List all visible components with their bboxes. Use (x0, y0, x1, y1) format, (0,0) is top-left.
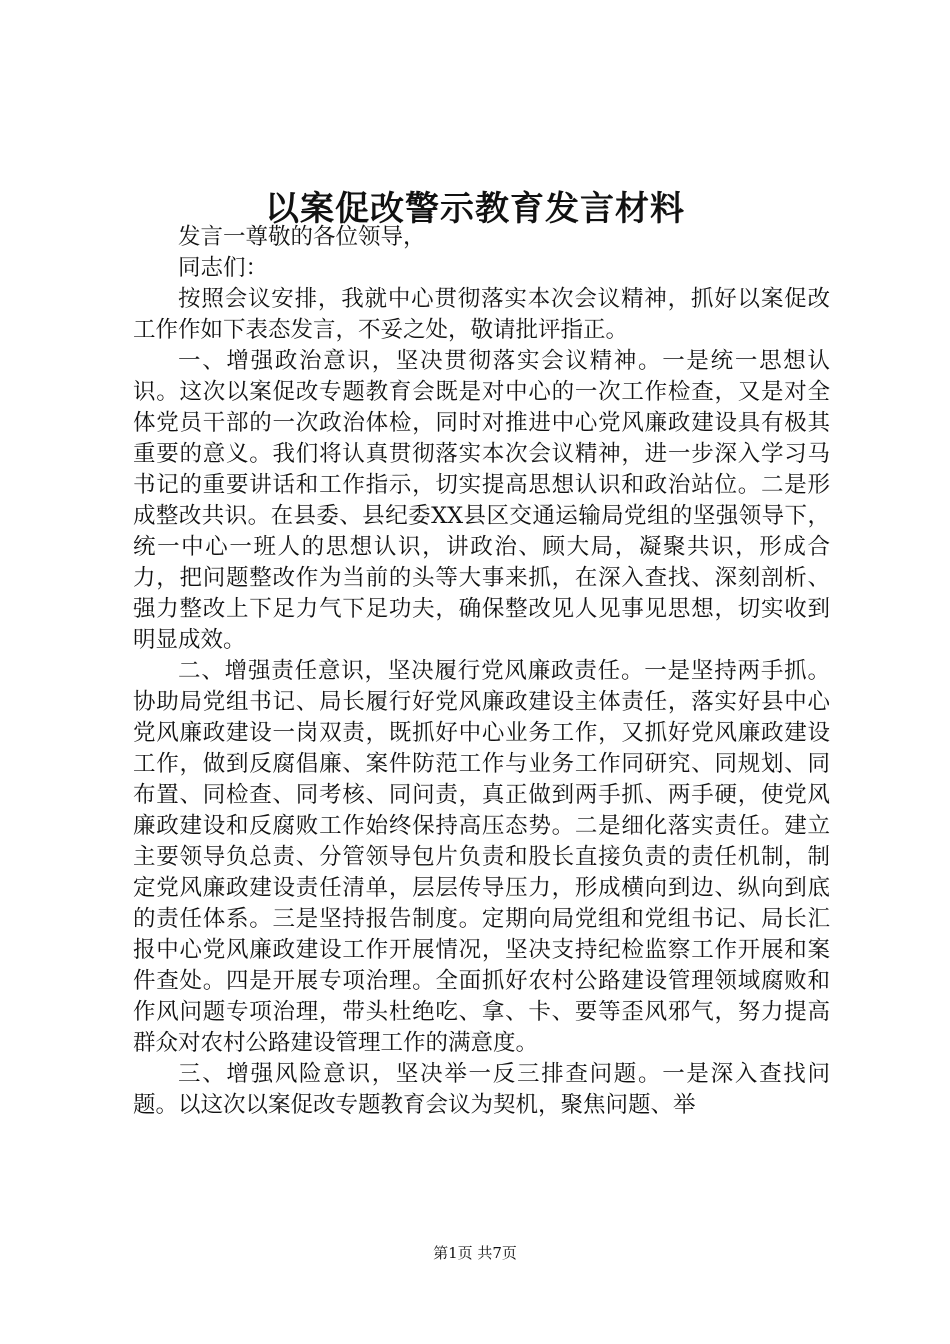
section-one-paragraph: 一、增强政治意识，坚决贯彻落实会议精神。一是统一思想认识。这次以案促改专题教育会既是对中心的一次工作检查，又是对全体党员干部的一次政治体检，同时对推进中心党风廉政建设具有极其重要的意义。我们将认真贯彻落实本次会议精神，进一步深入学习马书记的重要讲话和工作指示，切实提高思想认识和政治站位。二是形成整改共识。在县委、县纪委XX县区交通运输局党组的坚强领导下，统一中心一班人的思想认识，讲政治、顾大局，凝聚共识，形成合力，把问题整改作为当前的头等大事来抓，在深入查找、深刻剖析、强力整改上下足力气下足功夫，确保整改见人见事见思想，切实收到明显成效。 (133, 348, 830, 653)
page-number-indicator: 第1页 共7页 (433, 1244, 517, 1262)
salutation-line-2: 同志们： (178, 255, 269, 281)
intro-paragraph: 按照会议安排，我就中心贯彻落实本次会议精神，抓好以案促改工作作如下表态发言，不妥之处，敬请批评指正。 (133, 286, 830, 343)
document-title: 以案促改警示教育发言材料 (265, 189, 685, 229)
page-footer (0, 1243, 950, 1263)
section-three-paragraph: 三、增强风险意识，坚决举一反三排查问题。一是深入查找问题。以这次以案促改专题教育会议为契机，聚焦问题、举 (133, 1061, 830, 1118)
section-two-paragraph: 二、增强责任意识，坚决履行党风廉政责任。一是坚持两手抓。协助局党组书记、局长履行好党风廉政建设主体责任，落实好县中心党风廉政建设一岗双责，既抓好中心业务工作，又抓好党风廉政建设工作，做到反腐倡廉、案件防范工作与业务工作同研究、同规划、同布置、同检查、同考核、同问责，真正做到两手抓、两手硬，使党风廉政建设和反腐败工作始终保持高压态势。二是细化落实责任。建立主要领导负总责、分管领导包片负责和股长直接负责的责任机制，制定党风廉政建设责任清单，层层传导压力，形成横向到边、纵向到底的责任体系。三是坚持报告制度。定期向局党组和党组书记、局长汇报中心党风廉政建设工作开展情况，坚决支持纪检监察工作开展和案件查处。四是开展专项治理。全面抓好农村公路建设管理领域腐败和作风问题专项治理，带头杜绝吃、拿、卡、要等歪风邪气，努力提高群众对农村公路建设管理工作的满意度。 (133, 658, 830, 1056)
salutation-line-1: 发言一尊敬的各位领导， (178, 224, 426, 250)
document-body (133, 222, 830, 1121)
